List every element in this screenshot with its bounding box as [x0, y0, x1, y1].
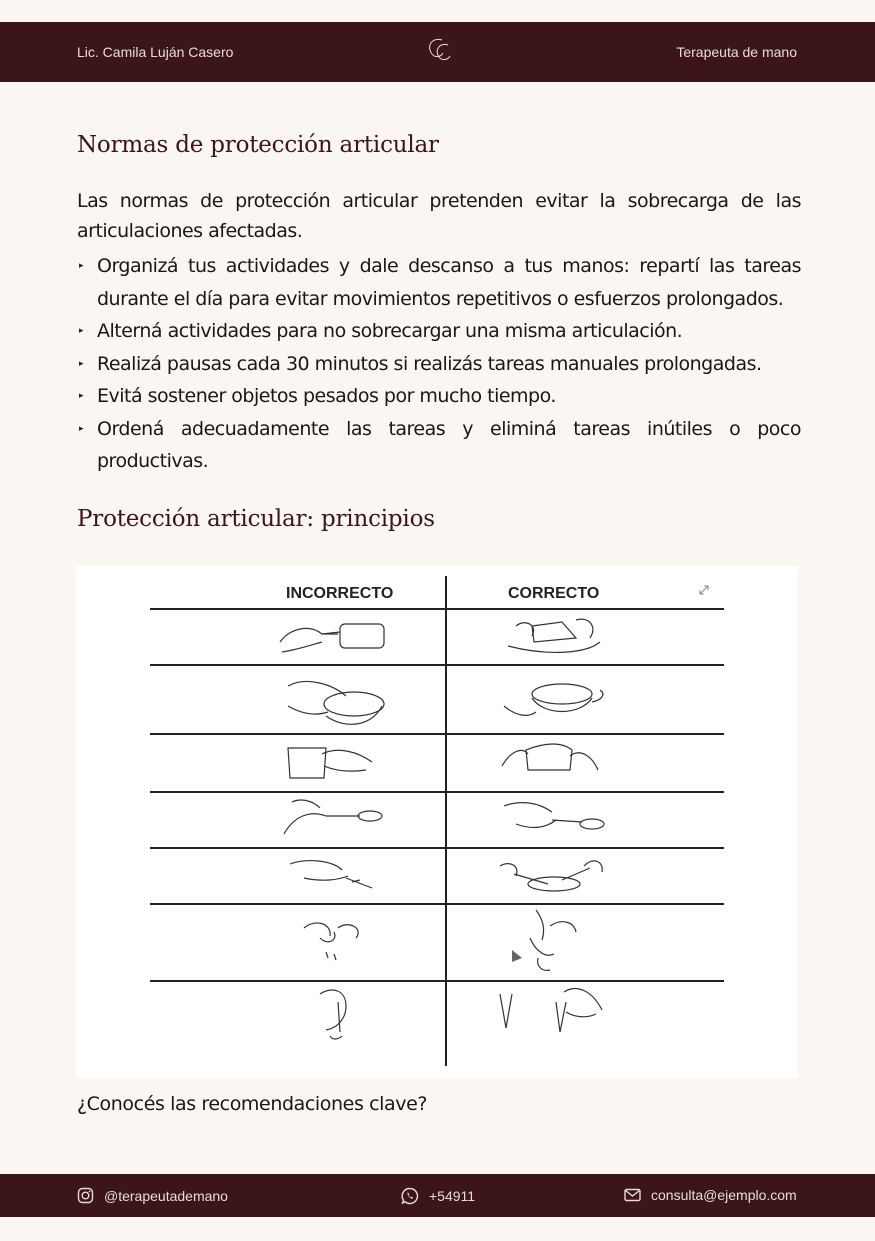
- incorrect-cutlery-icon: [290, 861, 372, 888]
- correct-bowl-icon: [504, 684, 603, 715]
- whatsapp-link[interactable]: [401, 1187, 475, 1205]
- email-address: consulta@ejemplo.com: [651, 1187, 797, 1203]
- footer-bar: [0, 1174, 875, 1217]
- email-link[interactable]: [624, 1187, 797, 1203]
- expand-icon: [700, 586, 708, 594]
- incorrect-bowl-icon: [288, 681, 384, 724]
- mail-icon: [624, 1188, 641, 1202]
- incorrect-clothespin-icon: [320, 990, 346, 1039]
- header-bar: [0, 22, 875, 82]
- bullet-icon: ▸: [79, 423, 84, 434]
- instagram-icon: [77, 1187, 94, 1204]
- correct-spoon-icon: [504, 803, 604, 829]
- correct-clothespin-icon: [500, 989, 602, 1032]
- rules-list: [77, 250, 801, 478]
- joint-protection-figure: [76, 566, 798, 1078]
- bullet-icon: ▸: [79, 358, 84, 369]
- correct-cup-icon: [502, 744, 598, 770]
- list-item: ▸ Alterná actividades para no sobrecargar una misma articulación.: [77, 315, 801, 348]
- section-title-normas: Normas de protección articular: [77, 132, 439, 158]
- closing-question: ¿Conocés las recomendaciones clave?: [77, 1093, 428, 1115]
- intro-paragraph: Las normas de protección articular pretenden evitar la sobrecarga de las articulaciones afectadas.: [77, 190, 801, 242]
- correct-cutlery-icon: [500, 861, 602, 891]
- list-item: ▸ Organizá tus actividades y dale descanso a tus manos: repartí las tareas durante el día para evitar movimientos repetitivos o esfuerzos prolongados.: [77, 250, 801, 315]
- therapist-role: Terapeuta de mano: [676, 44, 797, 60]
- correct-wringing-icon: [530, 910, 576, 970]
- correct-saucepan-icon: [508, 619, 600, 652]
- bullet-icon: ▸: [79, 326, 84, 336]
- bullet-icon: ▸: [79, 261, 84, 271]
- column-correct: CORRECTO: [508, 585, 600, 602]
- incorrect-cup-icon: [288, 748, 372, 778]
- monogram-logo-icon: [422, 34, 456, 64]
- whatsapp-number: +54911: [429, 1188, 476, 1204]
- whatsapp-icon: [401, 1187, 419, 1205]
- incorrect-wringing-icon: [304, 923, 358, 960]
- list-item: ▸ Ordená adecuadamente las tareas y eliminá tareas inútiles o poco productivas.: [77, 413, 801, 478]
- pointer-icon: [512, 950, 522, 962]
- figure-table-svg: [76, 566, 798, 1078]
- bullet-icon: ▸: [79, 391, 84, 401]
- therapist-name: Lic. Camila Luján Casero: [77, 44, 234, 60]
- section-title-principios: Protección articular: principios: [77, 506, 435, 532]
- list-item: ▸ Realizá pausas cada 30 minutos si realizás tareas manuales prolongadas.: [77, 348, 801, 381]
- list-item: ▸ Evitá sostener objetos pesados por mucho tiempo.: [77, 380, 801, 413]
- column-incorrect: INCORRECTO: [286, 585, 394, 602]
- instagram-link[interactable]: [77, 1187, 228, 1204]
- incorrect-spoon-icon: [284, 800, 382, 834]
- instagram-handle: @terapeutademano: [104, 1187, 228, 1204]
- incorrect-saucepan-icon: [280, 624, 384, 652]
